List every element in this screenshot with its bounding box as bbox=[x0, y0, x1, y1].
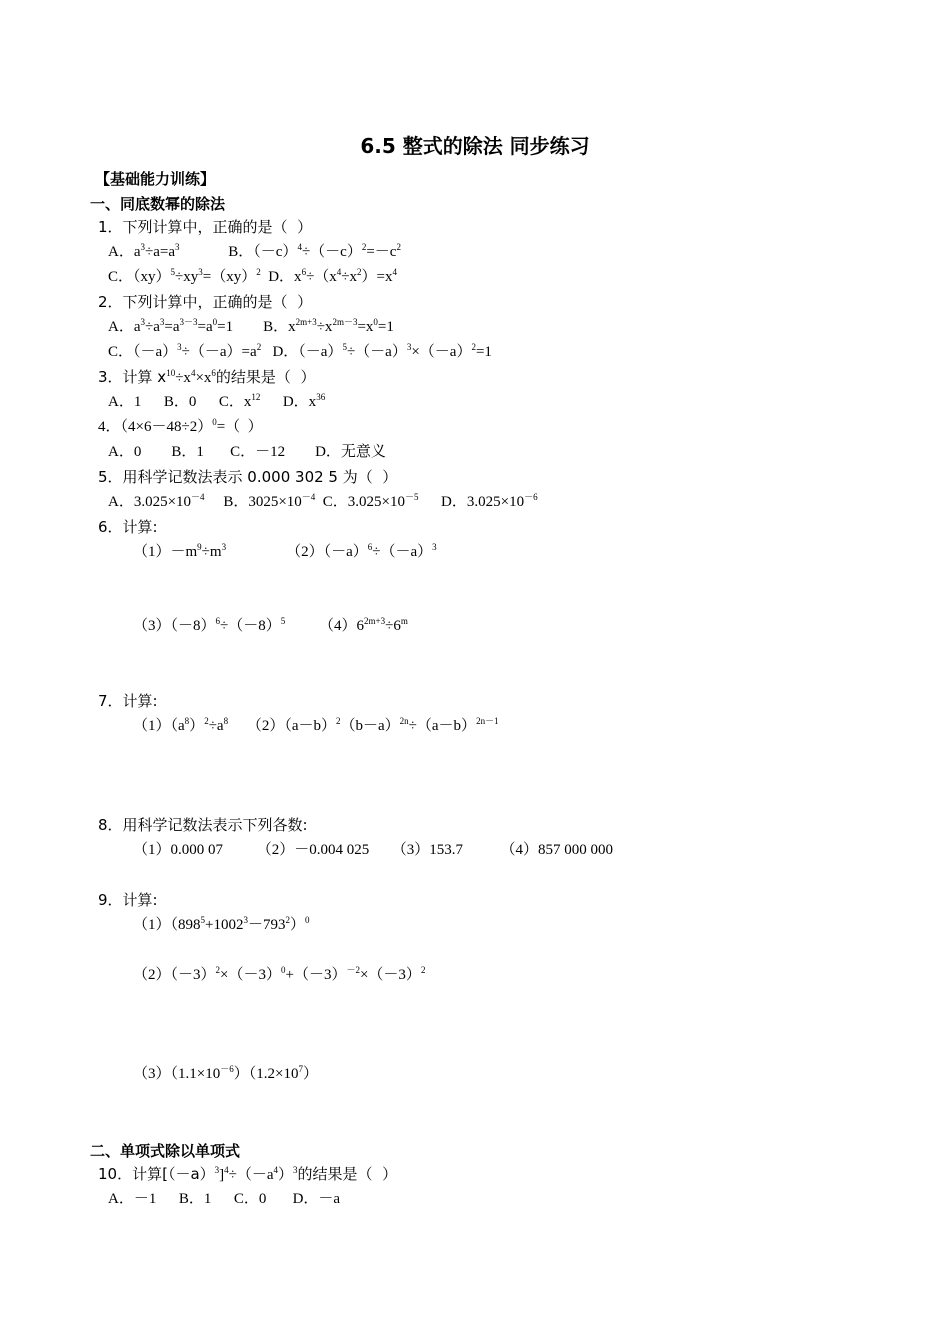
q4-stem: 4．$(4\times 6-48\div 2)^0=$（ ） bbox=[98, 417, 263, 435]
q6-parts-3-4: $(3)(-8)^6\div(-8)^5$ $(4)6^{2m+3}\div 6^m$ bbox=[133, 616, 408, 634]
q7-stem: 7．计算: bbox=[98, 692, 158, 710]
q9-part-1: $(1)(898^5+1002^3-793^2)^0$ bbox=[133, 915, 310, 933]
q6-stem: 6．计算: bbox=[98, 518, 158, 536]
q8-items: （1）0.000 07 （2）－0.004 025 （3）153.7 （4）857 000 000 bbox=[133, 842, 614, 858]
q2-options-ab: A．$a^3\div a^3=a^{3-3}=a^0=1$ B．$x^{2m+3}\div x^{2m-3}=x^0=1$ bbox=[108, 317, 394, 335]
q2-stem: 2．下列计算中，正确的是（ ） bbox=[98, 293, 313, 311]
q6-parts-1-2: $(1)-m^9\div m^3$ $(2)(-a)^6\div(-a)^3$ bbox=[133, 542, 437, 560]
section-2-heading: 二、单项式除以单项式 bbox=[90, 1142, 241, 1160]
page-title: 6.5 整式的除法 同步练习 bbox=[360, 134, 590, 158]
q1-stem: 1．下列计算中，正确的是（ ） bbox=[98, 218, 313, 236]
q10-options: A．－1 B．1 C．0 D．－a bbox=[108, 1191, 341, 1207]
q5-stem: 5．用科学记数法表示 0.000 302 5 为（ ） bbox=[98, 468, 398, 486]
q1-options-cd: C．$(xy)^5\div xy^3=(xy)^2$ D．$x^6\div(x^4\div x^2)=x^4$ bbox=[108, 267, 397, 285]
q9-part-2: $(2)(-3)^2\times(-3)^0+(-3)^{-2}\times(-3)^2$ bbox=[133, 965, 426, 983]
section-basic-training: 【基础能力训练】 bbox=[95, 170, 216, 188]
q2-options-cd: C．$(-a)^3\div(-a)=a^2$ D．$(-a)^5\div(-a)^3\times(-a)^2=1$ bbox=[108, 342, 492, 360]
q9-part-3: $(3)(1.1\times 10^{-6})(1.2\times 10^7)$ bbox=[133, 1064, 318, 1082]
q9-stem: 9．计算: bbox=[98, 891, 158, 909]
q7-parts: $(1)(a^8)^2\div a^8$ $(2)(a-b)^2(b-a)^{2n}\div(a-b)^{2n-1}$ bbox=[133, 716, 499, 734]
q3-stem: 3．计算 $x^{10}\div x^4\times x^6$的结果是（ ） bbox=[98, 368, 316, 386]
q8-stem: 8．用科学记数法表示下列各数: bbox=[98, 816, 308, 834]
q3-options: A．1 B．0 C．$x^{12}$ D．$x^{36}$ bbox=[108, 392, 326, 410]
q1-options-ab: A．$a^3\div a=a^3$ B．$(-c)^4\div(-c)^2=-c^2$ bbox=[108, 242, 401, 260]
q4-options: A．0 B．1 C．－12 D．无意义 bbox=[108, 444, 386, 460]
section-1-heading: 一、同底数幂的除法 bbox=[90, 195, 226, 213]
q5-options: A．$3.025\times 10^{-4}$ B．$3025\times 10^{-4}$ C．$3.025\times 10^{-5}$ D．$3.025\times 10^{-6}$ bbox=[108, 492, 538, 510]
q10-stem: 10．计算$[(-a)^3]^4\div(-a^4)^3$的结果是（ ） bbox=[98, 1165, 398, 1183]
